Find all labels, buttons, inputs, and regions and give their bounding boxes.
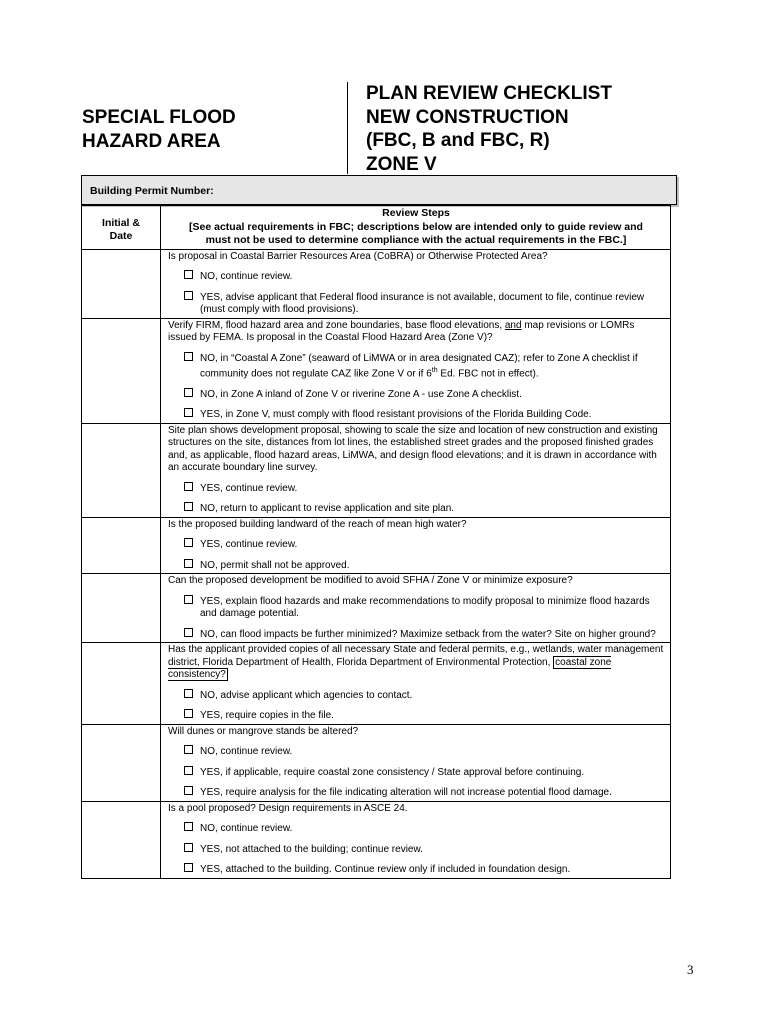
checkbox[interactable] xyxy=(184,786,193,795)
step-question: Is a pool proposed? Design requirements in ASCE 24. xyxy=(168,802,408,814)
permit-number-field[interactable] xyxy=(81,175,677,205)
question-underlined-text: and xyxy=(504,319,522,331)
initial-date-cell[interactable] xyxy=(82,423,161,517)
review-step-cell xyxy=(161,318,671,423)
checklist-title-line: NEW CONSTRUCTION xyxy=(366,106,569,128)
table-row xyxy=(82,423,671,517)
option-text: NO, continue review. xyxy=(200,746,293,758)
option-text: NO, can flood impacts be further minimized? Maximize setback from the water? Site on higher ground? xyxy=(200,628,656,640)
checklist-option[interactable] xyxy=(168,766,664,780)
checklist-option[interactable] xyxy=(168,482,664,496)
initial-date-cell[interactable] xyxy=(82,801,161,878)
checklist-option[interactable] xyxy=(168,291,664,317)
checkbox[interactable] xyxy=(184,843,193,852)
option-text: YES, explain flood hazards and make recommendations to modify proposal to minimize flood hazards and damage potential. xyxy=(200,595,650,620)
checkbox[interactable] xyxy=(184,709,193,718)
option-text: NO, in “Coastal A Zone” (seaward of LiMWA or in area designated CAZ); refer to Zone A checklist if community does not regulate CAZ like Zone V or if 6 xyxy=(200,352,638,380)
checkbox[interactable] xyxy=(184,482,193,491)
checkbox[interactable] xyxy=(184,595,193,604)
checklist-option[interactable] xyxy=(168,628,664,642)
checkbox[interactable] xyxy=(184,502,193,511)
initial-date-cell[interactable] xyxy=(82,249,161,318)
checklist-title xyxy=(366,82,612,176)
step-question: Can the proposed development be modified to avoid SFHA / Zone V or minimize exposure? xyxy=(168,575,573,587)
checklist-option[interactable] xyxy=(168,843,664,857)
step-question: Site plan shows development proposal, showing to scale the size and location of new construction and existing structures on the site, distances from lot lines, the established street grades and the proposed finished grades and, as applicable, flood hazard areas, LiMWA, and design flood elevations; and it is drawn in accordance with an accurate boundary line survey. xyxy=(168,424,658,474)
page-number: 3 xyxy=(687,962,694,977)
option-text: YES, attached to the building. Continue review only if included in foundation design. xyxy=(200,864,571,876)
option-text: NO, permit shall not be approved. xyxy=(200,559,350,571)
review-steps-note: must not be used to determine compliance with the actual requirements in the FBC.] xyxy=(205,234,627,246)
table-row xyxy=(82,643,671,725)
review-steps-title: Review Steps xyxy=(382,207,450,219)
checklist-option[interactable] xyxy=(168,863,664,877)
review-step-cell xyxy=(161,643,671,725)
checkbox[interactable] xyxy=(184,408,193,417)
step-question xyxy=(168,319,664,345)
checkbox[interactable] xyxy=(184,745,193,754)
initial-date-header xyxy=(82,206,161,250)
option-superscript: th xyxy=(431,367,438,374)
checklist-option[interactable] xyxy=(168,270,664,284)
table-row xyxy=(82,517,671,574)
table-row xyxy=(82,801,671,878)
checklist-option[interactable] xyxy=(168,745,664,759)
option-text: YES, continue review. xyxy=(200,482,298,494)
checkbox[interactable] xyxy=(184,689,193,698)
option-text: YES, advise applicant that Federal flood insurance is not available, document to file, continue review (must comply with flood provisions). xyxy=(200,291,645,315)
table-row xyxy=(82,724,671,801)
review-step-cell xyxy=(161,801,671,878)
checkbox[interactable] xyxy=(184,352,193,361)
review-step-cell xyxy=(161,724,671,801)
checklist-option[interactable] xyxy=(168,689,664,703)
review-steps-note: [See actual requirements in FBC; descriptions below are intended only to guide review and xyxy=(189,220,643,233)
initial-date-cell[interactable] xyxy=(82,517,161,574)
initial-date-cell[interactable] xyxy=(82,574,161,643)
review-step-cell xyxy=(161,423,671,517)
checklist-option[interactable] xyxy=(168,502,664,516)
table-row xyxy=(82,574,671,643)
checkbox[interactable] xyxy=(184,538,193,547)
table-row xyxy=(82,249,671,318)
option-text: YES, require copies in the file. xyxy=(200,710,334,722)
review-step-cell xyxy=(161,574,671,643)
checklist-option[interactable] xyxy=(168,388,664,402)
checklist-title-line: PLAN REVIEW CHECKLIST xyxy=(366,83,612,104)
initial-date-label: Date xyxy=(109,230,133,242)
option-text: YES, in Zone V, must comply with flood resistant provisions of the Florida Building Code. xyxy=(200,409,592,421)
option-text: Ed. FBC not in effect). xyxy=(437,368,539,380)
option-text: NO, continue review. xyxy=(200,823,293,835)
checkbox[interactable] xyxy=(184,628,193,637)
review-step-cell xyxy=(161,249,671,318)
table-row xyxy=(82,318,671,423)
checkbox[interactable] xyxy=(184,822,193,831)
checklist-title-line: ZONE V xyxy=(366,153,437,175)
initial-date-label: Initial & xyxy=(102,217,140,229)
initial-date-cell[interactable] xyxy=(82,318,161,423)
checklist-title-line: (FBC, B and FBC, R) xyxy=(366,130,550,151)
review-steps-header xyxy=(161,206,671,250)
checkbox[interactable] xyxy=(184,766,193,775)
option-text: NO, advise applicant which agencies to contact. xyxy=(200,689,413,701)
option-text: NO, return to applicant to revise application and site plan. xyxy=(200,503,455,515)
checkbox[interactable] xyxy=(184,559,193,568)
initial-date-cell[interactable] xyxy=(82,643,161,725)
table-header-row xyxy=(82,206,671,250)
checkbox[interactable] xyxy=(184,270,193,279)
review-step-cell xyxy=(161,517,671,574)
checklist-option[interactable] xyxy=(168,408,664,422)
checklist-option[interactable] xyxy=(168,538,664,552)
option-text: YES, continue review. xyxy=(200,539,298,551)
initial-date-cell[interactable] xyxy=(82,724,161,801)
checklist-option[interactable] xyxy=(168,352,664,381)
step-question: Is proposal in Coastal Barrier Resources Area (CoBRA) or Otherwise Protected Area? xyxy=(168,250,548,262)
option-text: NO, in Zone A inland of Zone V or riverine Zone A - use Zone A checklist. xyxy=(200,388,522,400)
checklist-option[interactable] xyxy=(168,709,664,723)
header-divider xyxy=(347,82,348,174)
checklist-option[interactable] xyxy=(168,822,664,836)
checklist-option[interactable] xyxy=(168,559,664,573)
permit-number-label: Building Permit Number: xyxy=(90,185,214,197)
checkbox[interactable] xyxy=(184,388,193,397)
checklist-option[interactable] xyxy=(168,786,664,800)
checkbox[interactable] xyxy=(184,863,193,872)
step-question xyxy=(168,643,664,682)
option-text: YES, not attached to the building; continue review. xyxy=(200,843,423,855)
review-checklist-table xyxy=(81,205,671,879)
question-text: Verify FIRM, flood hazard area and zone boundaries, base flood elevations, xyxy=(168,319,505,331)
option-text: NO, continue review. xyxy=(200,271,293,282)
option-text: YES, if applicable, require coastal zone consistency / State approval before continuing. xyxy=(200,766,585,778)
checklist-option[interactable] xyxy=(168,595,664,621)
checkbox[interactable] xyxy=(184,291,193,300)
step-question: Is the proposed building landward of the reach of mean high water? xyxy=(168,518,467,530)
question-text: map revisions or LOMRs issued by FEMA. Is proposal in the Coastal Flood Hazard Area (Zone V)? xyxy=(168,319,635,343)
step-question: Will dunes or mangrove stands be altered? xyxy=(168,725,359,737)
question-highlighted-text: coastal zone consistency? xyxy=(168,656,612,681)
option-text: YES, require analysis for the file indicating alteration will not increase potential flood damage. xyxy=(200,787,612,799)
section-title-line: SPECIAL FLOOD xyxy=(82,107,236,128)
section-title-line: HAZARD AREA xyxy=(82,131,221,152)
section-title xyxy=(82,106,236,154)
question-text: Has the applicant provided copies of all necessary State and federal permits, e.g., wetlands, water management district, Florida Department of Health, Florida Department of Environmental Protection, xyxy=(168,644,664,668)
